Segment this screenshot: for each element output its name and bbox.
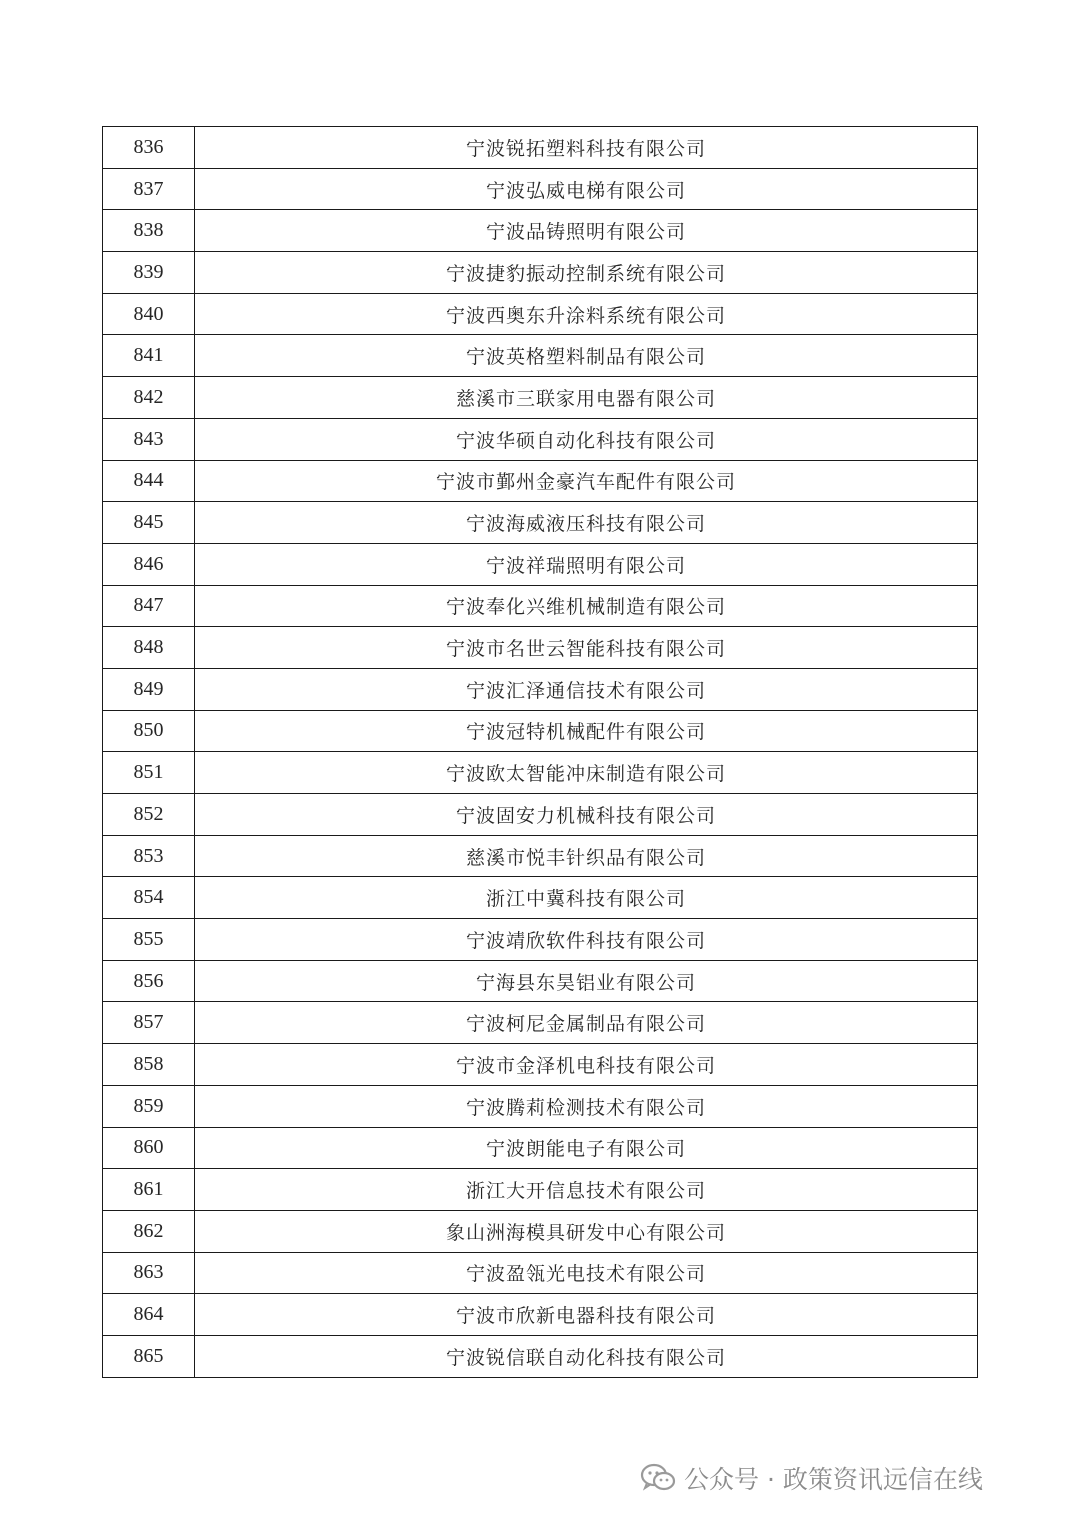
company-name: 宁波市金泽机电科技有限公司 [195,1044,978,1086]
company-name: 宁波品铸照明有限公司 [195,210,978,252]
company-name: 宁波弘威电梯有限公司 [195,168,978,210]
wechat-icon [640,1463,676,1493]
company-name: 宁波海威液压科技有限公司 [195,502,978,544]
table-row [103,1085,978,1127]
row-number: 849 [103,668,195,710]
row-number: 852 [103,794,195,836]
row-number: 839 [103,252,195,294]
company-name: 宁波冠特机械配件有限公司 [195,710,978,752]
row-number: 856 [103,960,195,1002]
row-number: 855 [103,919,195,961]
row-number: 841 [103,335,195,377]
company-name: 宁波市名世云智能科技有限公司 [195,627,978,669]
row-number: 857 [103,1002,195,1044]
table-body [103,127,978,1378]
company-name: 宁波英格塑料制品有限公司 [195,335,978,377]
row-number: 858 [103,1044,195,1086]
table-row [103,1127,978,1169]
row-number: 840 [103,293,195,335]
table-row [103,127,978,169]
company-name: 浙江大开信息技术有限公司 [195,1169,978,1211]
row-number: 845 [103,502,195,544]
table-row [103,627,978,669]
table-row [103,960,978,1002]
company-name: 宁波祥瑞照明有限公司 [195,543,978,585]
row-number: 863 [103,1252,195,1294]
table-row [103,543,978,585]
company-name: 宁海县东昊铝业有限公司 [195,960,978,1002]
table-row [103,377,978,419]
table-row [103,502,978,544]
company-name: 宁波固安力机械科技有限公司 [195,794,978,836]
watermark-text: 公众号 · 政策资讯远信在线 [684,1465,983,1494]
table-row [103,1252,978,1294]
row-number: 859 [103,1085,195,1127]
row-number: 844 [103,460,195,502]
row-number: 862 [103,1210,195,1252]
company-name: 宁波奉化兴维机械制造有限公司 [195,585,978,627]
table-row [103,752,978,794]
company-name: 宁波锐信联自动化科技有限公司 [195,1335,978,1377]
table-row [103,1044,978,1086]
table-row [103,1169,978,1211]
company-name: 宁波市欣新电器科技有限公司 [195,1294,978,1336]
table-row [103,1002,978,1044]
table-row [103,794,978,836]
row-number: 860 [103,1127,195,1169]
company-name: 宁波西奥东升涂料系统有限公司 [195,293,978,335]
company-name: 宁波市鄞州金豪汽车配件有限公司 [195,460,978,502]
table-row [103,335,978,377]
company-name: 宁波华硕自动化科技有限公司 [195,418,978,460]
company-name: 宁波靖欣软件科技有限公司 [195,919,978,961]
company-name: 宁波盈瓴光电技术有限公司 [195,1252,978,1294]
row-number: 864 [103,1294,195,1336]
row-number: 838 [103,210,195,252]
table-row [103,710,978,752]
table-row [103,1294,978,1336]
company-name: 象山洲海模具研发中心有限公司 [195,1210,978,1252]
row-number: 847 [103,585,195,627]
company-name: 宁波柯尼金属制品有限公司 [195,1002,978,1044]
table-row [103,418,978,460]
table-row [103,460,978,502]
company-name: 宁波锐拓塑料科技有限公司 [195,127,978,169]
row-number: 854 [103,877,195,919]
row-number: 851 [103,752,195,794]
row-number: 848 [103,627,195,669]
table-row [103,168,978,210]
table-row [103,919,978,961]
table-row [103,252,978,294]
company-list-table [102,126,978,1378]
company-name: 宁波欧太智能冲床制造有限公司 [195,752,978,794]
table-row [103,1335,978,1377]
company-name: 宁波朗能电子有限公司 [195,1127,978,1169]
table-row [103,835,978,877]
company-name: 宁波捷豹振动控制系统有限公司 [195,252,978,294]
company-name: 浙江中冀科技有限公司 [195,877,978,919]
company-name: 慈溪市三联家用电器有限公司 [195,377,978,419]
row-number: 837 [103,168,195,210]
watermark [640,1460,983,1496]
table-row [103,668,978,710]
company-name: 慈溪市悦丰针织品有限公司 [195,835,978,877]
row-number: 842 [103,377,195,419]
table-row [103,210,978,252]
company-name: 宁波腾莉检测技术有限公司 [195,1085,978,1127]
row-number: 853 [103,835,195,877]
row-number: 843 [103,418,195,460]
table-row [103,585,978,627]
row-number: 836 [103,127,195,169]
row-number: 850 [103,710,195,752]
company-name: 宁波汇泽通信技术有限公司 [195,668,978,710]
table-row [103,1210,978,1252]
row-number: 846 [103,543,195,585]
table-row [103,293,978,335]
row-number: 861 [103,1169,195,1211]
table-row [103,877,978,919]
row-number: 865 [103,1335,195,1377]
